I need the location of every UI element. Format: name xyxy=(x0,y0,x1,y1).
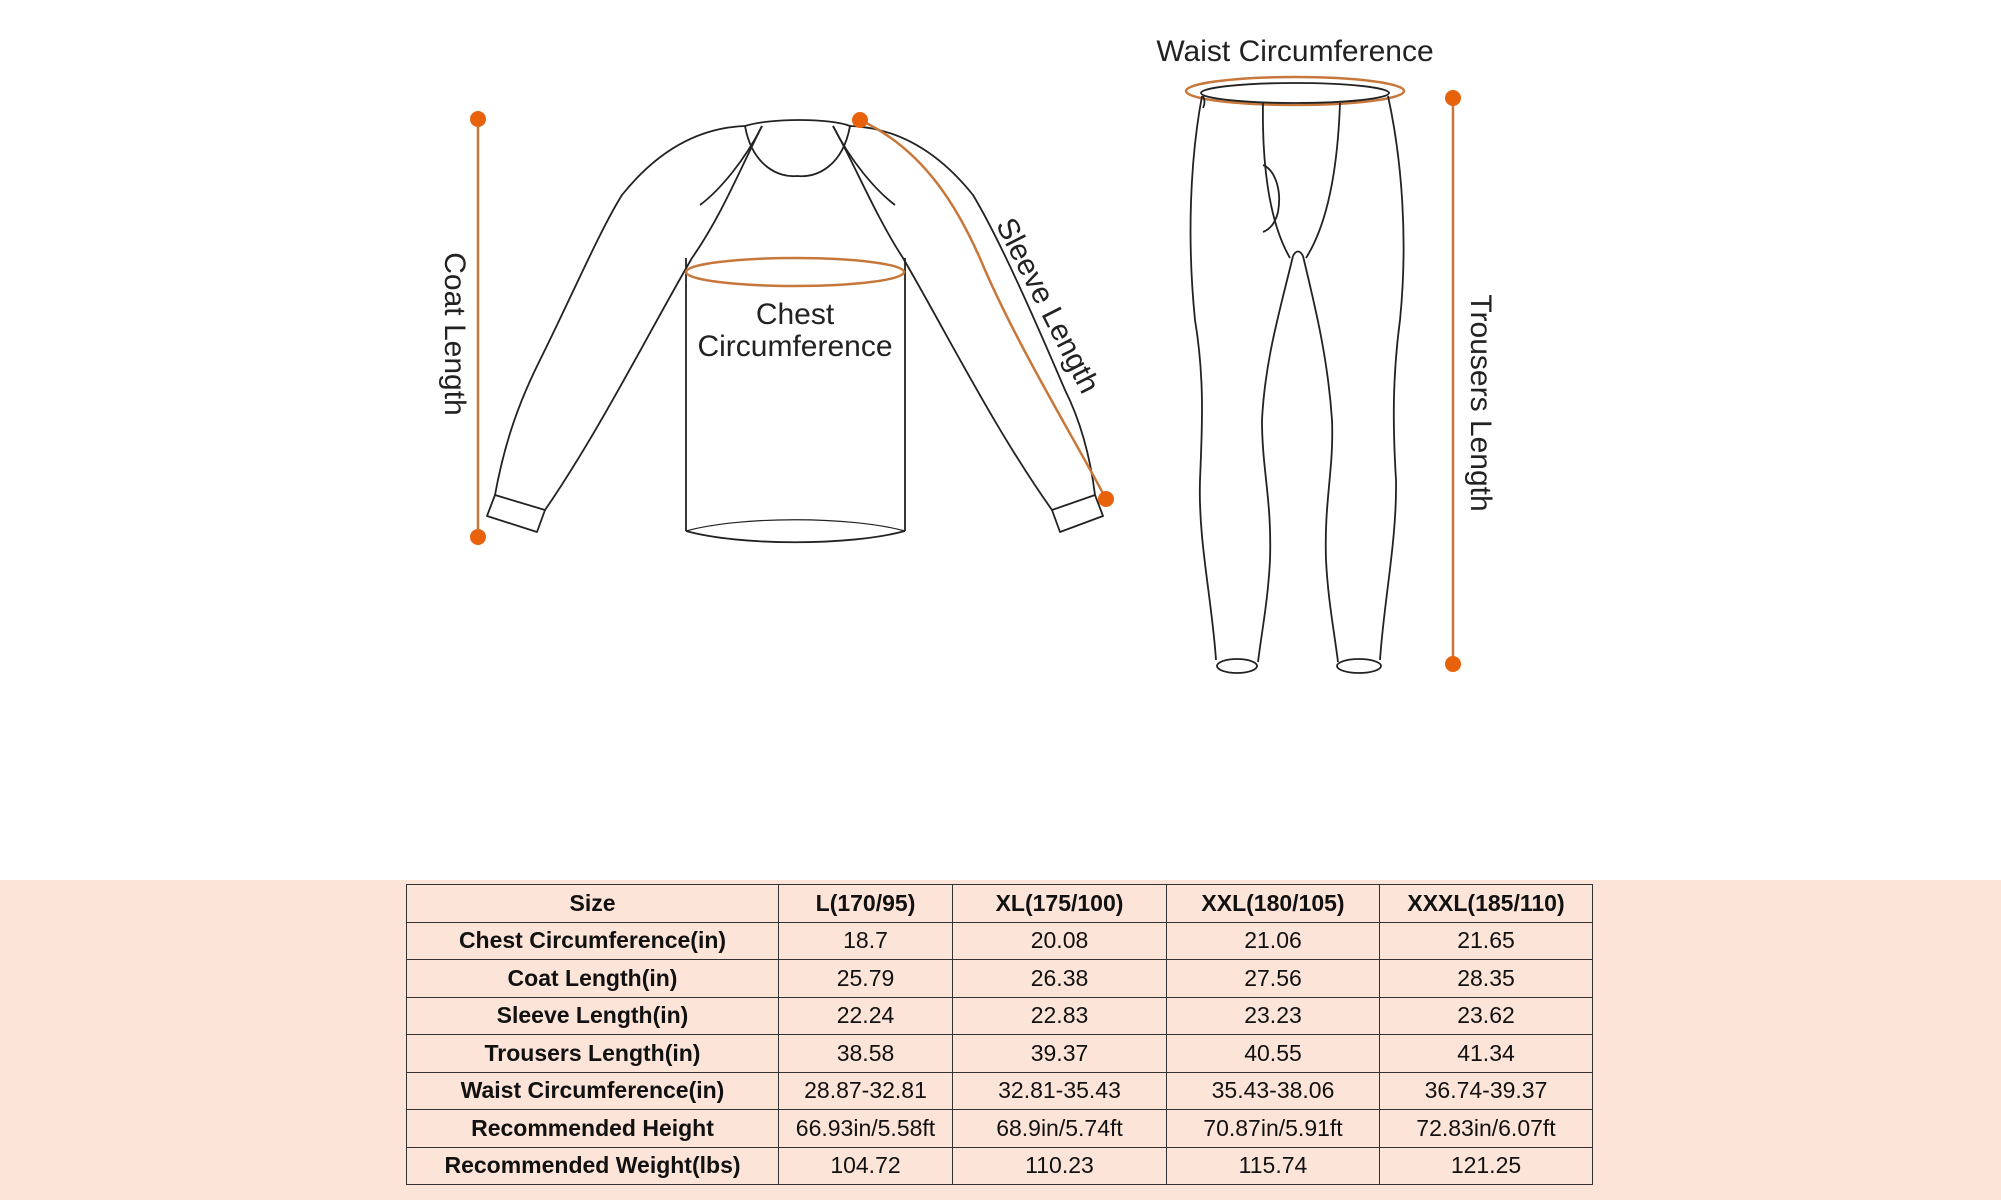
table-row xyxy=(407,1110,1593,1148)
table-cell: 40.55 xyxy=(1167,1035,1380,1073)
row-header-cell: Coat Length(in) xyxy=(407,960,779,998)
sleeve-length-marker xyxy=(852,112,1114,507)
table-row xyxy=(407,960,1593,998)
table-cell: 115.74 xyxy=(1167,1147,1380,1185)
trousers-length-label: Trousers Length xyxy=(1464,294,1497,512)
table-row xyxy=(407,997,1593,1035)
table-cell: 26.38 xyxy=(953,960,1167,998)
table-cell: 28.35 xyxy=(1380,960,1593,998)
sleeve-length-label: Sleeve Length xyxy=(989,212,1106,399)
chest-circumference-marker xyxy=(686,258,904,286)
table-row xyxy=(407,1072,1593,1110)
table-cell: 39.37 xyxy=(953,1035,1167,1073)
table-cell: 25.79 xyxy=(779,960,953,998)
row-header-cell: Recommended Weight(lbs) xyxy=(407,1147,779,1185)
row-header-cell: Chest Circumference(in) xyxy=(407,922,779,960)
coat-length-label: Coat Length xyxy=(438,252,471,416)
pants-drawing xyxy=(1191,83,1404,673)
row-header-cell: Sleeve Length(in) xyxy=(407,997,779,1035)
table-cell: 104.72 xyxy=(779,1147,953,1185)
table-cell: 21.06 xyxy=(1167,922,1380,960)
column-header: XXL(180/105) xyxy=(1167,885,1380,923)
row-header-cell: Recommended Height xyxy=(407,1110,779,1148)
trousers-length-marker xyxy=(1445,90,1461,672)
waist-circumference-marker xyxy=(1186,77,1404,105)
column-header: XXXL(185/110) xyxy=(1380,885,1593,923)
table-cell: 27.56 xyxy=(1167,960,1380,998)
table-cell: 70.87in/5.91ft xyxy=(1167,1110,1380,1148)
table-row xyxy=(407,922,1593,960)
chest-circumference-label-line2: Circumference xyxy=(697,330,893,363)
column-header: XL(175/100) xyxy=(953,885,1167,923)
table-cell: 22.24 xyxy=(779,997,953,1035)
coat-length-marker xyxy=(470,111,486,545)
table-cell: 23.23 xyxy=(1167,997,1380,1035)
table-cell: 110.23 xyxy=(953,1147,1167,1185)
table-cell: 66.93in/5.58ft xyxy=(779,1110,953,1148)
table-cell: 18.7 xyxy=(779,922,953,960)
row-header-cell: Waist Circumference(in) xyxy=(407,1072,779,1110)
table-cell: 41.34 xyxy=(1380,1035,1593,1073)
table-cell: 28.87-32.81 xyxy=(779,1072,953,1110)
table-cell: 32.81-35.43 xyxy=(953,1072,1167,1110)
table-row xyxy=(407,1035,1593,1073)
table-cell: 38.58 xyxy=(779,1035,953,1073)
table-header-row xyxy=(407,885,1593,923)
table-cell: 36.74-39.37 xyxy=(1380,1072,1593,1110)
table-cell: 20.08 xyxy=(953,922,1167,960)
table-cell: 72.83in/6.07ft xyxy=(1380,1110,1593,1148)
table-cell: 21.65 xyxy=(1380,922,1593,960)
size-chart-table xyxy=(406,884,1593,1185)
column-header: L(170/95) xyxy=(779,885,953,923)
chest-circumference-label-line1: Chest xyxy=(755,298,835,331)
column-header-size: Size xyxy=(407,885,779,923)
table-cell: 35.43-38.06 xyxy=(1167,1072,1380,1110)
table-cell: 22.83 xyxy=(953,997,1167,1035)
table-cell: 68.9in/5.74ft xyxy=(953,1110,1167,1148)
waist-circumference-label: Waist Circumference xyxy=(1156,35,1434,68)
table-cell: 121.25 xyxy=(1380,1147,1593,1185)
table-cell: 23.62 xyxy=(1380,997,1593,1035)
table-row xyxy=(407,1147,1593,1185)
row-header-cell: Trousers Length(in) xyxy=(407,1035,779,1073)
